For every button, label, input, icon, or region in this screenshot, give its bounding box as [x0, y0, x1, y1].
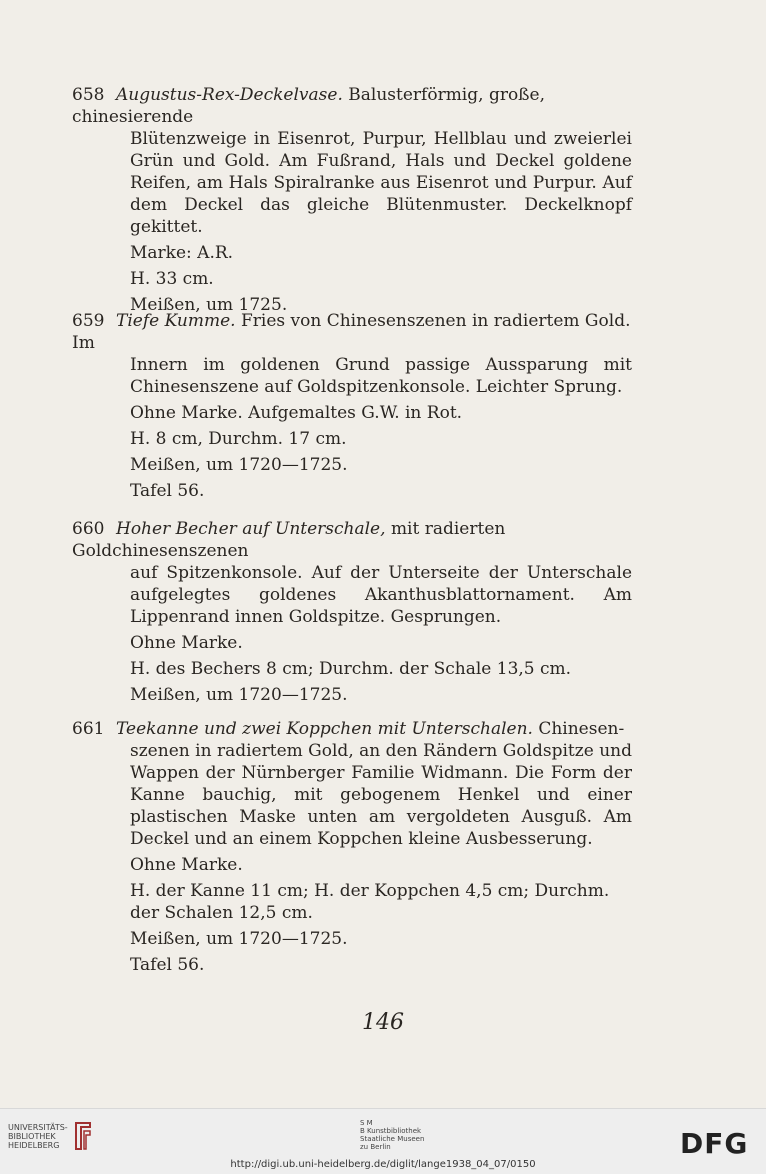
entry-first-line: Balusterförmig, große, chinesierende	[72, 85, 546, 127]
entry-number: 660	[72, 519, 105, 539]
page-number: 146	[362, 1010, 404, 1035]
entry-origin: Meißen, um 1725.	[130, 295, 288, 315]
viewer-footer	[0, 1108, 766, 1174]
entry-origin: Meißen, um 1720—1725.	[130, 929, 348, 949]
catalog-entry	[72, 310, 632, 502]
entry-first-line: Fries von Chinesenszenen in radiertem Gold. Im	[72, 311, 631, 353]
entry-mark: Ohne Marke.	[130, 633, 243, 653]
entry-description: Blütenzweige in Eisenrot, Purpur, Hellblau und zweierlei Grün und Gold. Am Fußrand, Hals und Deckel goldene Reifen, am Hals Spiralranke aus Eisenrot und Purpur. Auf dem Deckel das gleiche Blütenmuster. Deckelknopf gekittet.	[130, 129, 632, 237]
university-library-logo[interactable]: UNIVERSITÄTS- BIBLIOTHEK HEIDELBERG	[8, 1123, 68, 1150]
entry-title: Teekanne und zwei Koppchen mit Unterschalen.	[116, 719, 533, 739]
entry-description: Innern im goldenen Grund passige Aussparung mit Chinesenszene auf Goldspitzenkonsole. Leichter Sprung.	[130, 355, 632, 397]
document-url[interactable]: http://digi.ub.uni-heidelberg.de/diglit/lange1938_04_07/0150	[230, 1159, 536, 1170]
entry-number: 661	[72, 719, 105, 739]
entry-plate: Tafel 56.	[130, 955, 205, 975]
entry-title: Hoher Becher auf Unterschale,	[116, 519, 386, 539]
university-emblem-icon	[72, 1121, 94, 1151]
entry-first-line: Chinesen-	[538, 719, 625, 739]
entry-first-line: mit radierten Goldchinesenszenen	[72, 519, 506, 561]
entry-number: 658	[72, 85, 105, 105]
kunstbibliothek-logo[interactable]: S M B Kunstbibliothek Staatliche Museen zu Berlin	[360, 1119, 425, 1151]
entry-plate: Tafel 56.	[130, 481, 205, 501]
entry-description: auf Spitzenkonsole. Auf der Unterseite der Unterschale aufgelegtes goldenes Akanthusblattornament. Am Lippenrand innen Goldspitze. Gesprungen.	[130, 563, 632, 627]
entry-number: 659	[72, 311, 105, 331]
entry-title: Tiefe Kumme.	[116, 311, 236, 331]
entry-mark: Marke: A.R.	[130, 243, 234, 263]
catalog-entry	[72, 718, 632, 976]
catalog-entry	[72, 84, 632, 316]
entry-dimensions: H. 8 cm, Durchm. 17 cm.	[130, 429, 347, 449]
dfg-logo[interactable]: DFG	[680, 1127, 749, 1160]
entry-dimensions: H. des Bechers 8 cm; Durchm. der Schale 13,5 cm.	[130, 659, 572, 679]
entry-dimensions: H. der Kanne 11 cm; H. der Koppchen 4,5 cm; Durchm. der Schalen 12,5 cm.	[130, 881, 610, 923]
entry-dimensions: H. 33 cm.	[130, 269, 214, 289]
entry-description: szenen in radiertem Gold, an den Rändern Goldspitze und Wappen der Nürnberger Familie Widmann. Die Form der Kanne bauchig, mit gebogenem Henkel und einer plastischen Maske unten am vergoldeten Ausguß. Am Deckel und an einem Koppchen kleine Ausbesserung.	[130, 741, 632, 849]
entry-title: Augustus-Rex-Deckelvase.	[116, 85, 343, 105]
catalog-entry	[72, 518, 632, 706]
entry-mark: Ohne Marke.	[130, 855, 243, 875]
entry-origin: Meißen, um 1720—1725.	[130, 455, 348, 475]
entry-origin: Meißen, um 1720—1725.	[130, 685, 348, 705]
entry-mark: Ohne Marke. Aufgemaltes G.W. in Rot.	[130, 403, 463, 423]
